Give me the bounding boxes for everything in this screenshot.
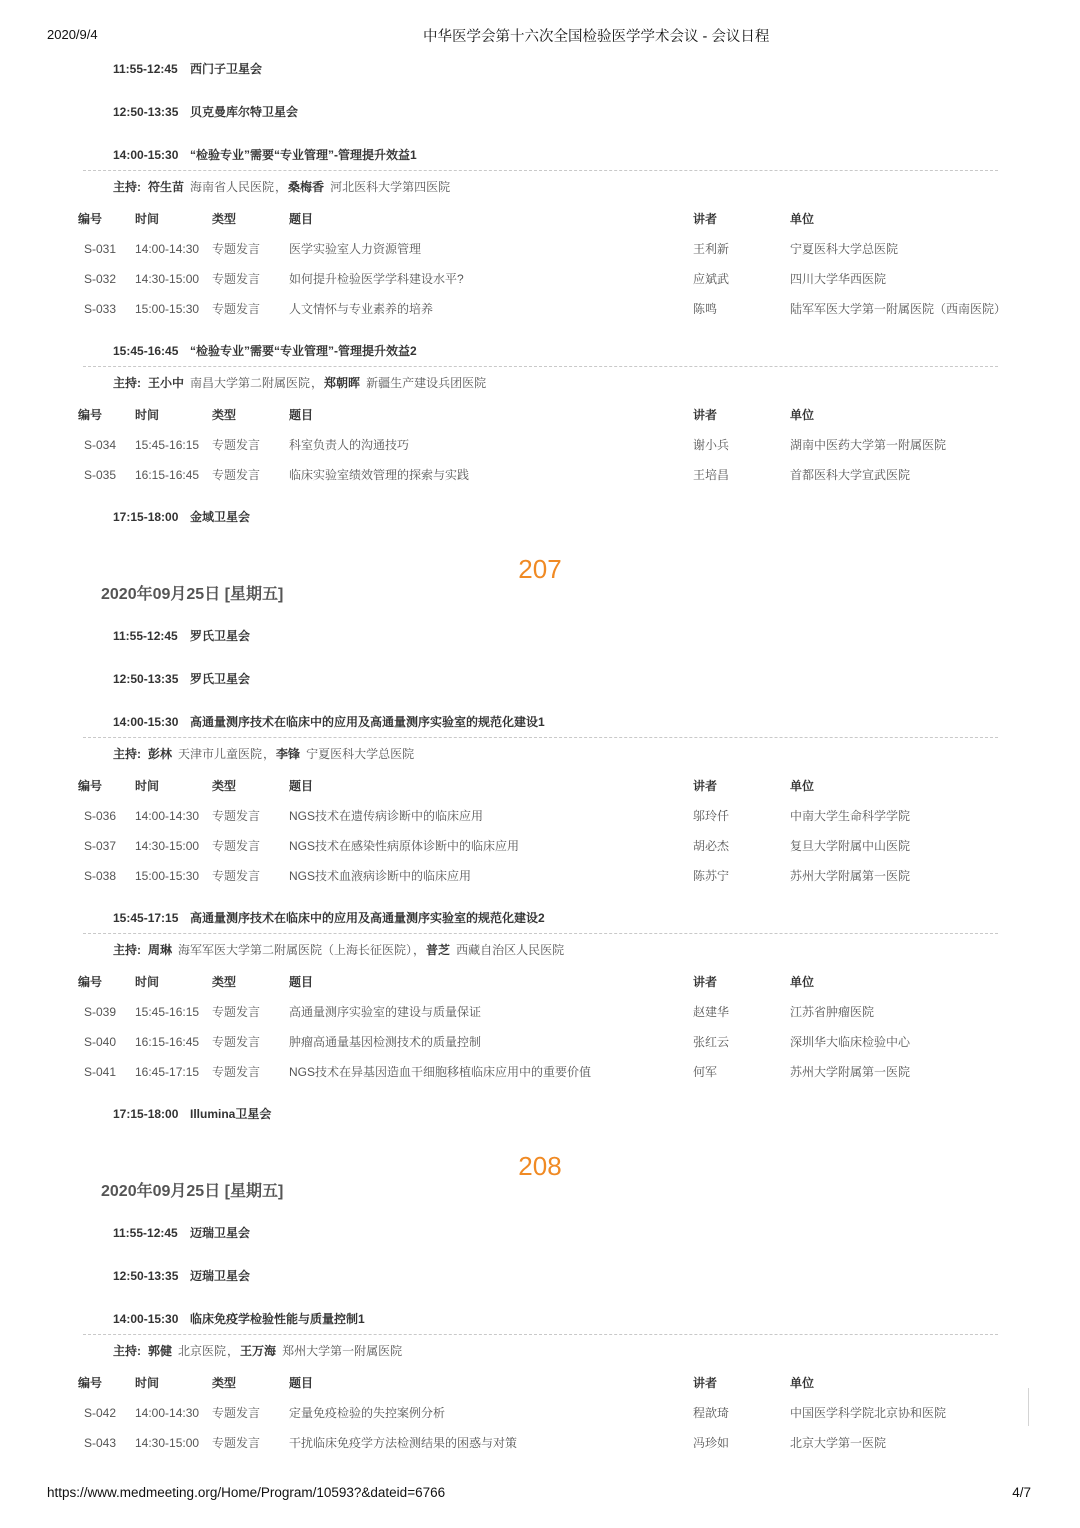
host-label: 主持: xyxy=(113,376,141,390)
column-header-affiliation: 单位 xyxy=(790,212,815,226)
satellite-session xyxy=(0,1212,1080,1255)
column-header-speaker: 讲者 xyxy=(693,408,718,422)
column-header-speaker: 讲者 xyxy=(693,975,718,989)
session-title xyxy=(0,330,1080,373)
column-header-type: 类型 xyxy=(212,975,237,989)
talk-id: S-040 xyxy=(84,1035,117,1049)
host-label: 主持: xyxy=(113,180,141,194)
satellite-name: 迈瑞卫星会 xyxy=(190,1226,251,1240)
talk-topic: NGS技术血液病诊断中的临床应用 xyxy=(289,869,472,883)
talk-row xyxy=(0,1027,1080,1057)
column-header-type: 类型 xyxy=(212,779,237,793)
session-name: 高通量测序技术在临床中的应用及高通量测序实验室的规范化建设1 xyxy=(190,715,545,729)
host-label: 主持: xyxy=(113,1344,141,1358)
host-org: 海南省人民医院 xyxy=(190,180,275,194)
talk-speaker: 程歆琦 xyxy=(693,1406,730,1420)
talk-id: S-035 xyxy=(84,468,117,482)
satellite-time: 11:55-12:45 xyxy=(113,62,178,76)
satellite-session xyxy=(0,615,1080,658)
talk-id: S-034 xyxy=(84,438,117,452)
talk-id: S-037 xyxy=(84,839,117,853)
page-url: https://www.medmeeting.org/Home/Program/10593?&dateid=6766 xyxy=(47,1485,446,1500)
host-name: 普芝 xyxy=(426,943,451,957)
session-name: 临床免疫学检验性能与质量控制1 xyxy=(190,1312,365,1326)
column-header-time: 时间 xyxy=(135,779,160,793)
day-date: 2020年09月25日 [星期五] xyxy=(101,1183,284,1200)
column-header-speaker: 讲者 xyxy=(693,212,718,226)
talk-affiliation: 陆军军医大学第一附属医院（西南医院） xyxy=(790,302,1007,316)
host-separator: ， xyxy=(227,1344,240,1358)
satellite-time: 12:50-13:35 xyxy=(113,105,179,119)
session-time: 14:00-15:30 xyxy=(113,715,179,729)
room-number: 207 xyxy=(518,554,562,584)
talk-type: 专题发言 xyxy=(212,1005,261,1019)
host-org: 西藏自治区人民医院 xyxy=(456,943,565,957)
room-number: 208 xyxy=(518,1151,562,1181)
session-title xyxy=(0,897,1080,940)
satellite-name: 西门子卫星会 xyxy=(190,62,263,76)
talk-row xyxy=(0,801,1080,831)
satellite-session xyxy=(0,91,1080,134)
talk-time: 14:30-15:00 xyxy=(135,1436,200,1450)
schedule-content xyxy=(0,48,1080,1464)
talk-time: 14:00-14:30 xyxy=(135,809,200,823)
talk-table xyxy=(0,204,1080,324)
talk-id: S-042 xyxy=(84,1406,117,1420)
column-header-affiliation: 单位 xyxy=(790,975,815,989)
column-header-time: 时间 xyxy=(135,975,160,989)
column-header-type: 类型 xyxy=(212,408,237,422)
talk-type: 专题发言 xyxy=(212,809,261,823)
talk-id: S-038 xyxy=(84,869,117,883)
column-header-topic: 题目 xyxy=(289,975,314,989)
column-header-affiliation: 单位 xyxy=(790,408,815,422)
talk-speaker: 谢小兵 xyxy=(693,438,730,452)
host-name: 郭健 xyxy=(148,1344,173,1358)
talk-type: 专题发言 xyxy=(212,1035,261,1049)
satellite-time: 11:55-12:45 xyxy=(113,1226,178,1240)
host-line xyxy=(0,940,1080,961)
talk-type: 专题发言 xyxy=(212,438,261,452)
talk-speaker: 张红云 xyxy=(693,1035,730,1049)
talk-type: 专题发言 xyxy=(212,839,261,853)
talk-affiliation: 宁夏医科大学总医院 xyxy=(790,242,899,256)
talk-speaker: 赵建华 xyxy=(693,1005,730,1019)
column-header-id: 编号 xyxy=(78,408,103,422)
column-header-speaker: 讲者 xyxy=(693,779,718,793)
talk-table xyxy=(0,400,1080,490)
talk-time: 16:15-16:45 xyxy=(135,468,200,482)
session-title xyxy=(0,134,1080,177)
talk-id: S-043 xyxy=(84,1436,117,1450)
talk-type: 专题发言 xyxy=(212,242,261,256)
column-header-speaker: 讲者 xyxy=(693,1376,718,1390)
host-line xyxy=(0,744,1080,765)
column-header-time: 时间 xyxy=(135,1376,160,1390)
talk-type: 专题发言 xyxy=(212,1436,261,1450)
column-header-type: 类型 xyxy=(212,1376,237,1390)
column-header-affiliation: 单位 xyxy=(790,1376,815,1390)
satellite-session xyxy=(0,1093,1080,1136)
host-label: 主持: xyxy=(113,943,141,957)
talk-row xyxy=(0,861,1080,891)
host-org: 海军军医大学第二附属医院（上海长征医院） xyxy=(178,943,413,957)
talk-topic: 临床实验室绩效管理的探索与实践 xyxy=(289,468,470,482)
talk-affiliation: 复旦大学附属中山医院 xyxy=(790,839,911,853)
talk-affiliation: 中南大学生命科学学院 xyxy=(790,809,911,823)
column-header-topic: 题目 xyxy=(289,408,314,422)
host-org: 天津市儿童医院 xyxy=(178,747,263,761)
column-header-topic: 题目 xyxy=(289,779,314,793)
talk-time: 15:45-16:15 xyxy=(135,438,200,452)
host-name: 李锋 xyxy=(276,747,301,761)
room-section xyxy=(0,551,1080,1136)
session-time: 15:45-16:45 xyxy=(113,344,179,358)
document-title: 中华医学会第十六次全国检验医学学术会议 - 会议日程 xyxy=(423,29,770,45)
talk-affiliation: 首都医科大学宣武医院 xyxy=(790,468,911,482)
talk-table xyxy=(0,967,1080,1087)
talk-id: S-036 xyxy=(84,809,117,823)
talk-time: 16:15-16:45 xyxy=(135,1035,200,1049)
talk-row xyxy=(0,234,1080,264)
talk-topic: 干扰临床免疫学方法检测结果的困惑与对策 xyxy=(289,1436,518,1450)
host-name: 周琳 xyxy=(148,943,173,957)
talk-type: 专题发言 xyxy=(212,302,261,316)
talk-type: 专题发言 xyxy=(212,1406,261,1420)
satellite-name: 罗氏卫星会 xyxy=(190,629,251,643)
talk-table-header xyxy=(0,1368,1080,1398)
session-name: 高通量测序技术在临床中的应用及高通量测序实验室的规范化建设2 xyxy=(190,911,545,925)
talk-affiliation: 中国医学科学院北京协和医院 xyxy=(790,1406,947,1420)
talk-type: 专题发言 xyxy=(212,869,261,883)
column-header-affiliation: 单位 xyxy=(790,779,815,793)
talk-time: 14:00-14:30 xyxy=(135,1406,200,1420)
talk-row xyxy=(0,460,1080,490)
satellite-time: 11:55-12:45 xyxy=(113,629,178,643)
talk-table-header xyxy=(0,771,1080,801)
talk-topic: NGS技术在感染性病原体诊断中的临床应用 xyxy=(289,839,520,853)
talk-affiliation: 苏州大学附属第一医院 xyxy=(790,1065,911,1079)
print-date: 2020/9/4 xyxy=(47,27,98,42)
talk-time: 16:45-17:15 xyxy=(135,1065,200,1079)
host-separator: ， xyxy=(263,747,276,761)
session-block xyxy=(0,330,1080,490)
satellite-session xyxy=(0,48,1080,91)
host-name: 彭林 xyxy=(148,747,173,761)
talk-topic: 如何提升检验医学学科建设水平? xyxy=(289,272,464,286)
talk-id: S-033 xyxy=(84,302,117,316)
talk-affiliation: 苏州大学附属第一医院 xyxy=(790,869,911,883)
column-header-time: 时间 xyxy=(135,212,160,226)
satellite-time: 17:15-18:00 xyxy=(113,1107,179,1121)
talk-table-header xyxy=(0,204,1080,234)
talk-affiliation: 深圳华大临床检验中心 xyxy=(790,1035,911,1049)
talk-speaker: 应斌武 xyxy=(693,272,730,286)
session-title xyxy=(0,701,1080,744)
session-time: 14:00-15:30 xyxy=(113,148,179,162)
talk-speaker: 王培昌 xyxy=(693,468,730,482)
talk-table xyxy=(0,1368,1080,1458)
talk-row xyxy=(0,997,1080,1027)
talk-speaker: 陈苏宁 xyxy=(693,869,730,883)
column-header-type: 类型 xyxy=(212,212,237,226)
session-time: 14:00-15:30 xyxy=(113,1312,179,1326)
talk-row xyxy=(0,264,1080,294)
talk-id: S-032 xyxy=(84,272,117,286)
talk-row xyxy=(0,430,1080,460)
talk-affiliation: 江苏省肿瘤医院 xyxy=(790,1005,875,1019)
host-org: 郑州大学第一附属医院 xyxy=(282,1344,403,1358)
talk-affiliation: 湖南中医药大学第一附属医院 xyxy=(790,438,947,452)
satellite-name: 罗氏卫星会 xyxy=(190,672,251,686)
satellite-name: Illumina卫星会 xyxy=(190,1107,272,1121)
satellite-session xyxy=(0,658,1080,701)
talk-type: 专题发言 xyxy=(212,1065,261,1079)
day-date: 2020年09月25日 [星期五] xyxy=(101,586,284,603)
talk-row xyxy=(0,831,1080,861)
host-label: 主持: xyxy=(113,747,141,761)
column-header-time: 时间 xyxy=(135,408,160,422)
talk-speaker: 何军 xyxy=(693,1065,718,1079)
host-separator: ， xyxy=(311,376,324,390)
host-name: 王万海 xyxy=(240,1344,277,1358)
talk-speaker: 陈鸣 xyxy=(693,302,718,316)
talk-type: 专题发言 xyxy=(212,272,261,286)
talk-time: 15:00-15:30 xyxy=(135,302,200,316)
talk-row xyxy=(0,1057,1080,1087)
talk-table xyxy=(0,771,1080,891)
host-name: 符生苗 xyxy=(148,180,185,194)
right-edge-line xyxy=(1028,1388,1029,1426)
column-header-id: 编号 xyxy=(78,1376,103,1390)
satellite-name: 金域卫星会 xyxy=(190,510,251,524)
host-org: 南昌大学第二附属医院 xyxy=(190,376,311,390)
talk-affiliation: 四川大学华西医院 xyxy=(790,272,887,286)
continued-section xyxy=(0,48,1080,539)
talk-time: 15:45-16:15 xyxy=(135,1005,200,1019)
session-block xyxy=(0,701,1080,891)
host-separator: ， xyxy=(275,180,288,194)
column-header-id: 编号 xyxy=(78,975,103,989)
host-name: 郑朝晖 xyxy=(324,376,361,390)
talk-affiliation: 北京大学第一医院 xyxy=(790,1436,887,1450)
session-name: “检验专业”需要“专业管理”-管理提升效益2 xyxy=(190,344,417,358)
talk-time: 15:00-15:30 xyxy=(135,869,200,883)
host-name: 王小中 xyxy=(148,376,185,390)
satellite-name: 贝克曼库尔特卫星会 xyxy=(190,105,299,119)
talk-topic: 高通量测序实验室的建设与质量保证 xyxy=(289,1005,482,1019)
talk-speaker: 王利新 xyxy=(693,242,730,256)
host-separator: ， xyxy=(413,943,426,957)
satellite-session xyxy=(0,496,1080,539)
talk-id: S-039 xyxy=(84,1005,117,1019)
talk-topic: 肿瘤高通量基因检测技术的质量控制 xyxy=(289,1035,482,1049)
talk-speaker: 冯珍如 xyxy=(693,1436,730,1450)
talk-id: S-041 xyxy=(84,1065,117,1079)
session-time: 15:45-17:15 xyxy=(113,911,179,925)
host-org: 新疆生产建设兵团医院 xyxy=(366,376,487,390)
session-name: “检验专业”需要“专业管理”-管理提升效益1 xyxy=(190,148,417,162)
session-block xyxy=(0,1298,1080,1458)
column-header-topic: 题目 xyxy=(289,1376,314,1390)
talk-table-header xyxy=(0,967,1080,997)
talk-speaker: 邬玲仟 xyxy=(693,809,730,823)
column-header-id: 编号 xyxy=(78,212,103,226)
host-org: 河北医科大学第四医院 xyxy=(330,180,451,194)
host-name: 桑梅香 xyxy=(288,180,325,194)
column-header-id: 编号 xyxy=(78,779,103,793)
host-line xyxy=(0,373,1080,394)
talk-speaker: 胡必杰 xyxy=(693,839,730,853)
talk-topic: NGS技术在异基因造血干细胞移植临床应用中的重要价值 xyxy=(289,1065,592,1079)
host-line xyxy=(0,1341,1080,1362)
satellite-time: 17:15-18:00 xyxy=(113,510,179,524)
session-block xyxy=(0,134,1080,324)
room-section xyxy=(0,1148,1080,1458)
talk-row xyxy=(0,1398,1080,1428)
page-indicator: 4/7 xyxy=(1012,1485,1031,1500)
satellite-time: 12:50-13:35 xyxy=(113,1269,179,1283)
satellite-session xyxy=(0,1255,1080,1298)
host-org: 宁夏医科大学总医院 xyxy=(306,747,415,761)
session-title xyxy=(0,1298,1080,1341)
talk-topic: 人文情怀与专业素养的培养 xyxy=(289,302,434,316)
talk-row xyxy=(0,294,1080,324)
talk-topic: NGS技术在遗传病诊断中的临床应用 xyxy=(289,809,484,823)
talk-time: 14:30-15:00 xyxy=(135,839,200,853)
satellite-time: 12:50-13:35 xyxy=(113,672,179,686)
host-line xyxy=(0,177,1080,198)
talk-time: 14:00-14:30 xyxy=(135,242,200,256)
column-header-topic: 题目 xyxy=(289,212,314,226)
talk-table-header xyxy=(0,400,1080,430)
satellite-name: 迈瑞卫星会 xyxy=(190,1269,251,1283)
session-block xyxy=(0,897,1080,1087)
talk-topic: 科室负责人的沟通技巧 xyxy=(289,438,410,452)
talk-topic: 医学实验室人力资源管理 xyxy=(289,242,422,256)
host-org: 北京医院 xyxy=(178,1344,227,1358)
talk-type: 专题发言 xyxy=(212,468,261,482)
talk-row xyxy=(0,1428,1080,1458)
talk-topic: 定量免疫检验的失控案例分析 xyxy=(289,1406,446,1420)
talk-time: 14:30-15:00 xyxy=(135,272,200,286)
talk-id: S-031 xyxy=(84,242,117,256)
